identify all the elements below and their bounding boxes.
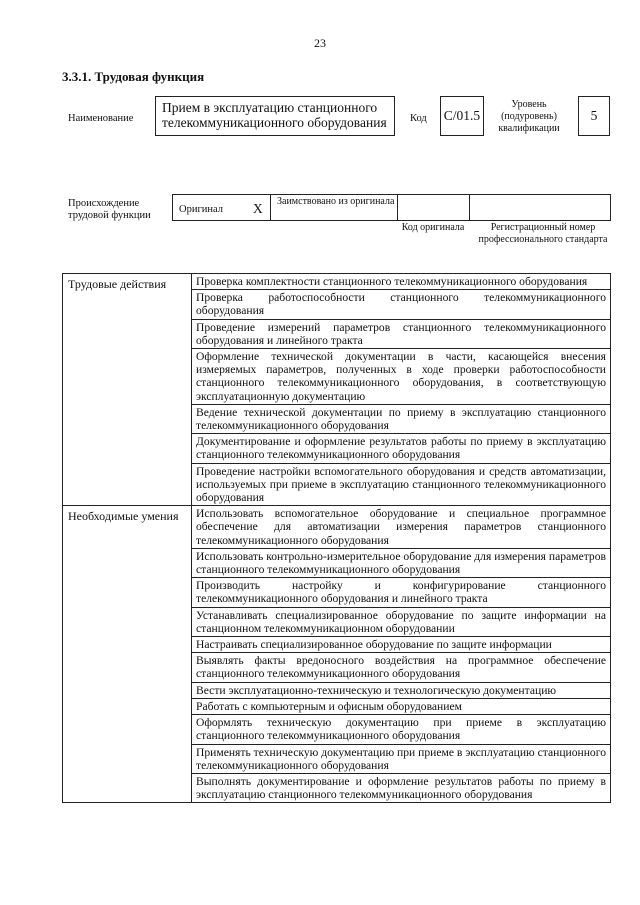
code-value: C/01.5: [443, 108, 481, 123]
table-row: [63, 506, 611, 549]
section-title: 3.3.1. Трудовая функция: [62, 69, 205, 84]
required-skills-label: Необходимые умения: [63, 506, 192, 803]
code-value-box: [440, 96, 484, 136]
original-mark: X: [253, 201, 263, 216]
labor-action-item: Проведение измерений параметров станционного телекоммуникационного оборудования и линейного тракта: [192, 319, 611, 348]
code-original-caption: Код оригинала: [401, 222, 465, 233]
level-label: Уровень (подуровень) квалификации: [498, 99, 560, 134]
reg-number-caption: Регистрационный номер профессионального стандарта: [478, 222, 608, 245]
divider: [270, 195, 271, 220]
skill-item: Использовать вспомогательное оборудование и специальное программное обеспечение для автоматизации измерения параметров станционного телекоммуникационного оборудования: [192, 506, 611, 549]
level-value-box: [578, 96, 610, 136]
function-name-value: Прием в эксплуатацию станционного телекоммуникационного оборудования: [162, 100, 387, 130]
skill-item: Оформлять техническую документацию при приеме в эксплуатацию станционного телекоммуникационного оборудования: [192, 715, 611, 744]
divider: [469, 195, 470, 220]
skill-item: Настраивать специализированное оборудование по защите информации: [192, 637, 611, 653]
labor-action-item: Оформление технической документации в части, касающейся внесения измеряемых параметров, полученных в ходе проверки работоспособности станционного телекоммуникационного оборудования, в соответствующую эксплуатационную документацию: [192, 349, 611, 405]
labor-actions-label: Трудовые действия: [63, 274, 192, 506]
origin-label: Происхождение трудовой функции: [68, 198, 151, 221]
borrowed-label: Заимствовано из оригинала: [277, 196, 395, 207]
skill-item: Выявлять факты вредоносного воздействия на программное обеспечение станционного телекоммуникационного оборудования: [192, 653, 611, 682]
page-number: 23: [314, 36, 326, 50]
labor-action-item: Проведение настройки вспомогательного оборудования и средств автоматизации, используемых при приеме в эксплуатацию станционного телекоммуникационного оборудования: [192, 463, 611, 506]
function-table: [62, 273, 611, 803]
skill-item: Устанавливать специализированное оборудование по защите информации на станционном телекоммуникационном оборудовании: [192, 607, 611, 636]
skill-item: Выполнять документирование и оформление результатов работы по приему в эксплуатацию станционного телекоммуникационного оборудования: [192, 773, 611, 802]
origin-row: [172, 194, 611, 221]
code-label: Код: [410, 113, 427, 124]
skill-item: Применять техническую документацию при приеме в эксплуатацию станционного телекоммуникационного оборудования: [192, 744, 611, 773]
original-label: Оригинал: [179, 204, 223, 215]
table-row: [63, 274, 611, 290]
skill-item: Использовать контрольно-измерительное оборудование для измерения параметров станционного телекоммуникационного оборудования: [192, 548, 611, 577]
labor-action-item: Документирование и оформление результатов работы по приему в эксплуатацию станционного телекоммуникационного оборудования: [192, 434, 611, 463]
function-name-box: [155, 96, 395, 136]
level-value: 5: [590, 108, 598, 123]
labor-action-item: Ведение технической документации по приему в эксплуатацию станционного телекоммуникационного оборудования: [192, 404, 611, 433]
labor-action-item: Проверка комплектности станционного телекоммуникационного оборудования: [192, 274, 611, 290]
skill-item: Работать с компьютерным и офисным оборудованием: [192, 698, 611, 714]
skill-item: Вести эксплуатационно-техническую и технологическую документацию: [192, 682, 611, 698]
name-label: Наименование: [68, 113, 134, 124]
labor-action-item: Проверка работоспособности станционного телекоммуникационного оборудования: [192, 290, 611, 319]
divider: [397, 195, 398, 220]
skill-item: Производить настройку и конфигурирование станционного телекоммуникационного оборудования и линейного тракта: [192, 578, 611, 607]
